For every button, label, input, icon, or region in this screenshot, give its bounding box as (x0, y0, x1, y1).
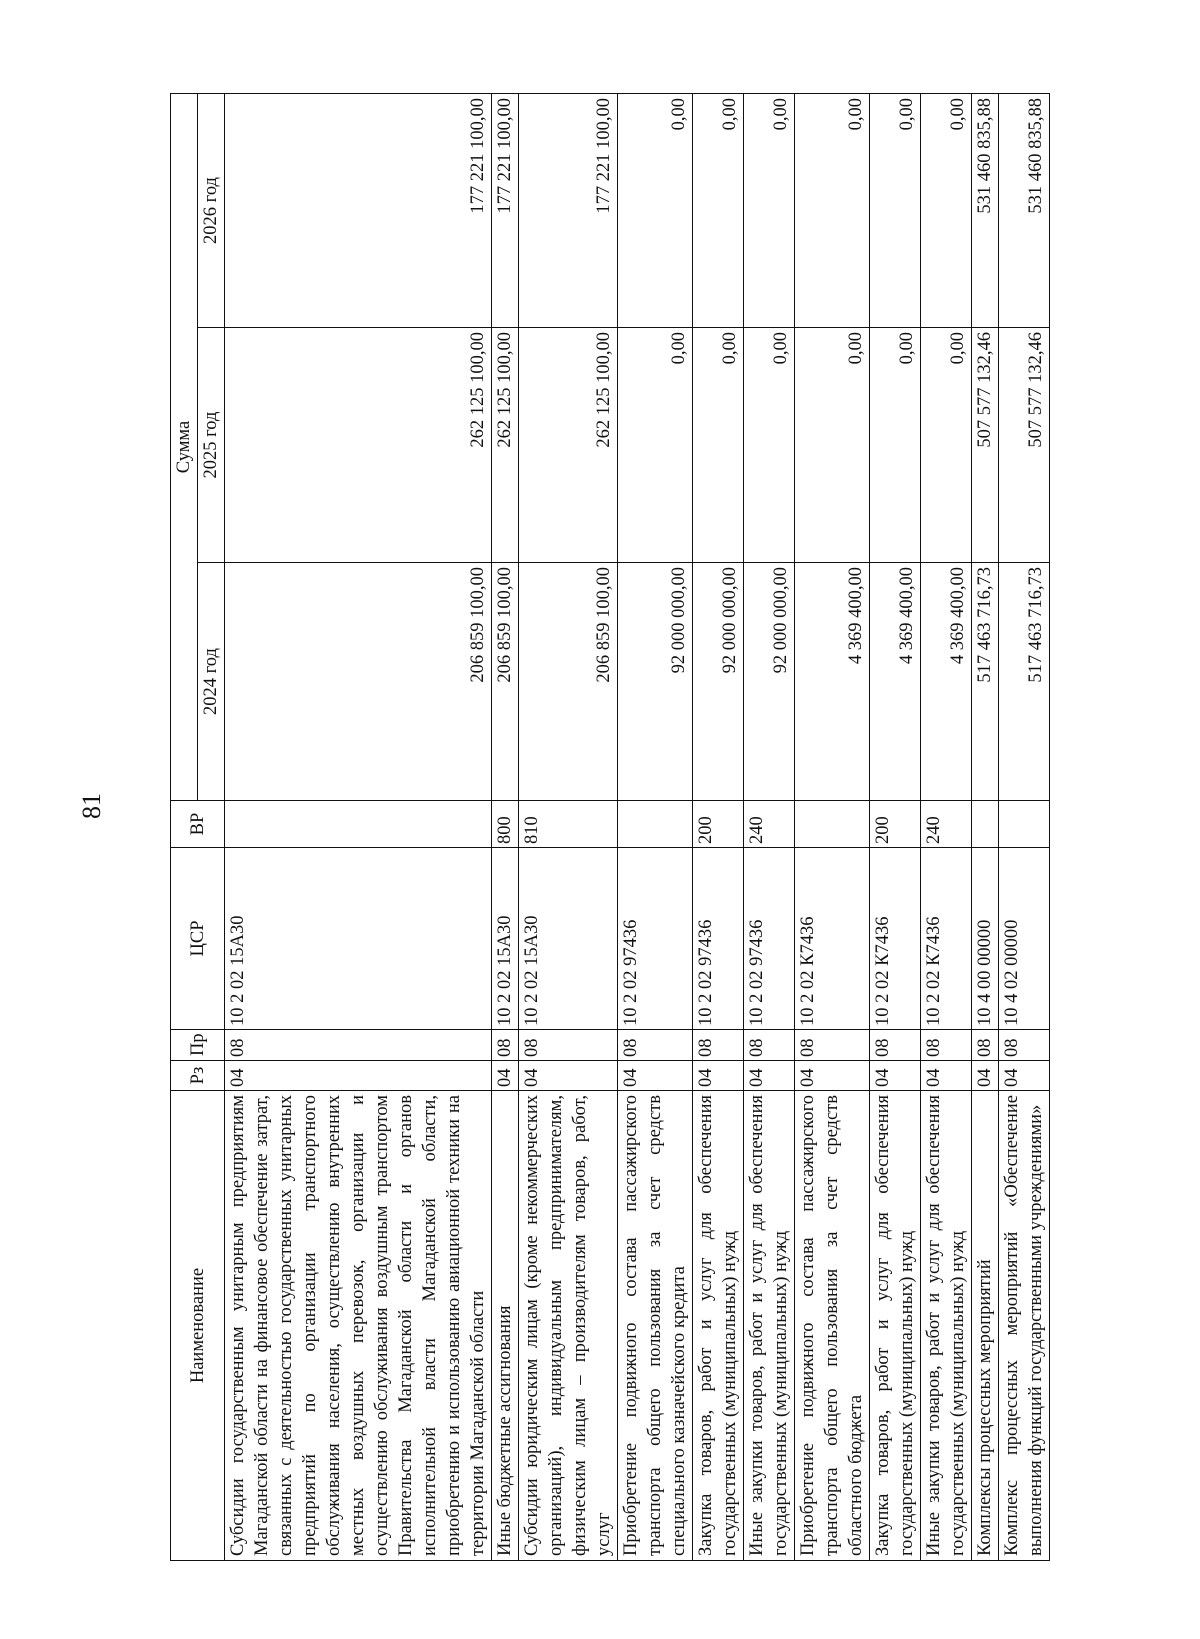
header-rz: Рз (171, 1061, 225, 1091)
row-vr: 200 (693, 801, 744, 848)
header-sum: Сумма (171, 93, 198, 800)
budget-table-container (170, 94, 1055, 1561)
row-pr: 08 (492, 1030, 519, 1061)
header-row (171, 93, 198, 1560)
row-vr (225, 801, 492, 848)
row-pr: 08 (519, 1030, 618, 1061)
row-2025: 0,00 (795, 328, 870, 563)
row-2026: 531 460 835,88 (999, 93, 1050, 327)
row-name: Комплексы процессных мероприятий (972, 1091, 999, 1561)
row-name: Комплекс процессных мероприятий «Обеспечение выполнения функций государственными учреждениями» (999, 1091, 1050, 1561)
row-name: Субсидии государственным унитарным предприятиям Магаданской области на финансовое обеспечение затрат, связанных с деятельностью государственных унитарных предприятий по организации транспортного обслуживания населения, осуществлению внутренних местных воздушных перевозок, организации и осуществлению обслуживания воздушным транспортом Правительства Магаданской области и органов исполнительной власти Магаданской области, приобретению и использованию авиационной техники на территории Магаданской области (225, 1091, 492, 1561)
row-2024: 4 369 400,00 (870, 563, 921, 801)
row-2026: 0,00 (693, 93, 744, 327)
row-pr: 08 (921, 1030, 972, 1061)
row-vr: 800 (492, 801, 519, 848)
row-csr: 10 2 02 15А30 (519, 848, 618, 1030)
row-rz: 04 (972, 1061, 999, 1091)
row-name: Иные закупки товаров, работ и услуг для обеспечения государственных (муниципальных) нужд (744, 1091, 795, 1561)
row-2024: 4 369 400,00 (921, 563, 972, 801)
header-2026: 2026 год (198, 93, 225, 327)
page-number: 81 (77, 793, 106, 819)
row-2025: 0,00 (744, 328, 795, 563)
row-name: Субсидии юридическим лицам (кроме некоммерческих организаций), индивидуальным предпринимателям, физическим лицам – производителям товаров, работ, услуг (519, 1091, 618, 1561)
row-vr (999, 801, 1050, 848)
row-csr: 10 2 02 К7436 (921, 848, 972, 1030)
row-pr: 08 (618, 1030, 693, 1061)
row-2026: 0,00 (618, 93, 693, 327)
table-row (870, 93, 921, 1560)
row-pr: 08 (744, 1030, 795, 1061)
table-row (618, 93, 693, 1560)
budget-table (170, 93, 1050, 1561)
row-2025: 507 577 132,46 (999, 328, 1050, 563)
row-rz: 04 (693, 1061, 744, 1091)
table-row (225, 93, 492, 1560)
row-2025: 0,00 (870, 328, 921, 563)
row-rz: 04 (492, 1061, 519, 1091)
row-vr: 240 (921, 801, 972, 848)
row-2026: 177 221 100,00 (519, 93, 618, 327)
table-row (972, 93, 999, 1560)
row-2024: 517 463 716,73 (972, 563, 999, 801)
header-csr: ЦСР (171, 848, 225, 1030)
row-2025: 507 577 132,46 (972, 328, 999, 563)
row-name: Закупка товаров, работ и услуг для обеспечения государственных (муниципальных) нужд (693, 1091, 744, 1561)
row-name: Иные закупки товаров, работ и услуг для обеспечения государственных (муниципальных) нужд (921, 1091, 972, 1561)
row-2024: 4 369 400,00 (795, 563, 870, 801)
header-name: Наименование (171, 1091, 225, 1561)
row-name: Иные бюджетные ассигнования (492, 1091, 519, 1561)
row-csr: 10 2 02 97436 (744, 848, 795, 1030)
row-csr: 10 4 00 00000 (972, 848, 999, 1030)
row-csr: 10 2 02 15А30 (225, 848, 492, 1030)
header-pr: Пр (171, 1030, 225, 1061)
row-2025: 262 125 100,00 (225, 328, 492, 563)
row-vr: 200 (870, 801, 921, 848)
row-pr: 08 (972, 1030, 999, 1061)
row-2025: 262 125 100,00 (519, 328, 618, 563)
row-2024: 92 000 000,00 (618, 563, 693, 801)
row-rz: 04 (744, 1061, 795, 1091)
row-2024: 206 859 100,00 (519, 563, 618, 801)
header-vr: ВР (171, 801, 225, 848)
row-2024: 92 000 000,00 (744, 563, 795, 801)
row-2026: 0,00 (795, 93, 870, 327)
header-2025: 2025 год (198, 328, 225, 563)
row-2026: 531 460 835,88 (972, 93, 999, 327)
row-name: Закупка товаров, работ и услуг для обеспечения государственных (муниципальных) нужд (870, 1091, 921, 1561)
row-2026: 0,00 (921, 93, 972, 327)
row-2025: 0,00 (693, 328, 744, 563)
header-2024: 2024 год (198, 563, 225, 801)
row-2026: 0,00 (870, 93, 921, 327)
row-vr (618, 801, 693, 848)
row-rz: 04 (870, 1061, 921, 1091)
row-2026: 0,00 (744, 93, 795, 327)
row-csr: 10 4 02 00000 (999, 848, 1050, 1030)
row-csr: 10 2 02 К7436 (795, 848, 870, 1030)
row-name: Приобретение подвижного состава пассажирского транспорта общего пользования за счет средств специального казначейского кредита (618, 1091, 693, 1561)
row-2025: 0,00 (618, 328, 693, 563)
row-name: Приобретение подвижного состава пассажирского транспорта общего пользования за счет средств областного бюджета (795, 1091, 870, 1561)
row-2024: 92 000 000,00 (693, 563, 744, 801)
table-row (492, 93, 519, 1560)
row-csr: 10 2 02 97436 (693, 848, 744, 1030)
row-rz: 04 (795, 1061, 870, 1091)
row-2026: 177 221 100,00 (492, 93, 519, 327)
row-2024: 206 859 100,00 (492, 563, 519, 801)
row-vr: 240 (744, 801, 795, 848)
table-row (999, 93, 1050, 1560)
row-rz: 04 (921, 1061, 972, 1091)
table-row (921, 93, 972, 1560)
row-vr: 810 (519, 801, 618, 848)
row-rz: 04 (519, 1061, 618, 1091)
row-pr: 08 (225, 1030, 492, 1061)
table-row (744, 93, 795, 1560)
table-row (519, 93, 618, 1560)
row-pr: 08 (693, 1030, 744, 1061)
row-pr: 08 (870, 1030, 921, 1061)
row-csr: 10 2 02 15А30 (492, 848, 519, 1030)
row-2024: 206 859 100,00 (225, 563, 492, 801)
row-vr (795, 801, 870, 848)
row-2025: 0,00 (921, 328, 972, 563)
row-rz: 04 (618, 1061, 693, 1091)
row-csr: 10 2 02 К7436 (870, 848, 921, 1030)
row-pr: 08 (795, 1030, 870, 1061)
row-vr (972, 801, 999, 848)
row-2026: 177 221 100,00 (225, 93, 492, 327)
row-rz: 04 (999, 1061, 1050, 1091)
row-pr: 08 (999, 1030, 1050, 1061)
table-row (795, 93, 870, 1560)
table-row (693, 93, 744, 1560)
row-rz: 04 (225, 1061, 492, 1091)
row-csr: 10 2 02 97436 (618, 848, 693, 1030)
row-2025: 262 125 100,00 (492, 328, 519, 563)
row-2024: 517 463 716,73 (999, 563, 1050, 801)
